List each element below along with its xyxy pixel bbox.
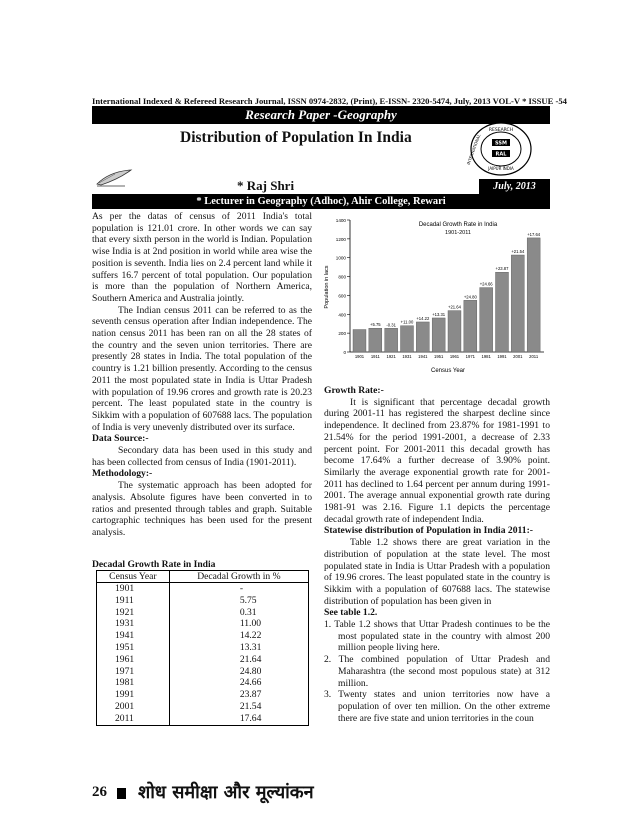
table-cell-year: 1961	[97, 654, 170, 666]
growth-table	[96, 570, 309, 726]
journal-seal-logo	[455, 122, 543, 177]
decadal-growth-chart	[318, 212, 550, 380]
chart-x-tick-label: 1971	[465, 354, 475, 359]
data-source-heading: Data Source:-	[92, 433, 149, 445]
table-cell-year: 1991	[97, 689, 170, 701]
chart-y-tick-label: 400	[338, 312, 346, 318]
table-row	[97, 666, 309, 678]
right-column	[324, 385, 550, 724]
chart-data-label: +24.66	[479, 281, 493, 287]
seal-top-text: RESEARCH	[488, 128, 514, 133]
seal-bottom-text: JAIPUR INDIA	[488, 166, 514, 171]
list-item: 2. The combined population of Uttar Pradesh and Maharashtra (the second most populous state) at 312 million.	[324, 654, 550, 689]
footer-square-marker	[117, 788, 126, 799]
table-header-year: Census Year	[97, 571, 170, 583]
table-cell-growth: 24.66	[169, 677, 308, 689]
growth-rate-paragraph: It is significant that percentage decadal growth during 2001-11 has registered the sharpest decline since independence. It declined from 23.87% for 1981-1991 to 21.54% for the period 1991-2001, a decrease of 2.33 percent point. For 2001-2011 this decadal growth has become 17.64% a further decrease of 3.90% point. Similarly the average exponential growth rate for 2001-2011 has declined to 1.64 percent per annum during 1991-2001. The average annual exponential growth rate during 1981-91 was 2.16. Figure 1.1 depicts the percentage decadal growth rate of independent India.	[324, 396, 550, 525]
table-row	[97, 630, 309, 642]
chart-x-tick-label: 1901	[354, 354, 365, 359]
chart-bar	[416, 322, 429, 352]
list-item: 1. Table 1.2 shows that Uttar Pradesh continues to be the most populated state in the country with almost 200 million people living here.	[324, 619, 550, 654]
chart-data-label: +13.31	[432, 311, 446, 317]
table-cell-growth: 23.87	[169, 689, 308, 701]
methodology-paragraph: The systematic approach has been adopted for analysis. Absolute figures have been converted in to ratios and presented through tables and graph. Suitable cartographic techniques has been used for the present analysis.	[92, 480, 312, 538]
table-cell-year: 1931	[97, 618, 170, 630]
chart-y-tick-label: 1200	[335, 236, 346, 242]
chart-bar	[480, 288, 493, 352]
table-cell-growth: 5.75	[169, 595, 308, 607]
chart-data-label: +21.54	[511, 249, 525, 255]
table-cell-year: 1951	[97, 642, 170, 654]
table-row	[97, 618, 309, 630]
chart-data-label: +14.22	[416, 315, 430, 321]
chart-y-tick-label: 1400	[335, 218, 346, 223]
table-cell-year: 1971	[97, 666, 170, 678]
chart-bar	[464, 300, 477, 352]
seal-left-text: INTERNATIONAL	[465, 133, 482, 166]
table-cell-year: 2001	[97, 701, 170, 713]
table-header-growth: Decadal Growth in %	[169, 571, 308, 583]
chart-data-label: -0.31	[386, 322, 396, 328]
chart-x-tick-label: 1981	[481, 354, 491, 359]
methodology-heading: Methodology:-	[92, 468, 153, 480]
statewise-heading: Statewise distribution of Population in India 2011:-	[324, 525, 533, 537]
chart-x-tick-label: 1911	[370, 354, 380, 359]
chart-bar	[496, 272, 509, 352]
chart-x-tick-label: 1951	[433, 354, 444, 359]
table-cell-year: 1941	[97, 630, 170, 642]
see-table-note: See table 1.2.	[324, 607, 378, 619]
table-cell-growth: 0.31	[169, 607, 308, 619]
table-cell-growth: 21.54	[169, 701, 308, 713]
chart-x-tick-label: 1921	[386, 354, 396, 359]
data-source-paragraph: Secondary data has been used in this study and has been collected from census of India (1901-2011).	[92, 445, 312, 468]
table-row	[97, 607, 309, 619]
chart-x-tick-label: 1961	[449, 354, 460, 359]
chart-bar	[385, 328, 398, 352]
seal-mid-text: RAL	[495, 151, 507, 158]
table-cell-growth: 17.64	[169, 713, 308, 725]
table-row	[97, 677, 309, 689]
table-cell-growth: 24.80	[169, 666, 308, 678]
statewise-paragraph: Table 1.2 shows there are great variation in the distribution of population at the state level. The most populated state in India is Uttar Pradesh with a population of 19.96 crores. The least populated state in the country is Sikkim with a population of 607688 lacs. The statewise distribution of population has been given in	[324, 537, 550, 607]
chart-bar	[369, 328, 382, 352]
chart-bar	[511, 255, 524, 352]
table-cell-growth: -	[169, 583, 308, 595]
table-title: Decadal Growth Rate in India	[92, 559, 216, 570]
chart-bar	[448, 311, 461, 352]
list-item: 3. Twenty states and union territories now have a population of over ten million. On the other extreme there are five state and union territories in the coun	[324, 689, 550, 724]
table-cell-year: 1981	[97, 677, 170, 689]
table-row	[97, 595, 309, 607]
table-cell-year: 1921	[97, 607, 170, 619]
chart-bar	[527, 238, 540, 352]
chart-y-tick-label: 1000	[335, 255, 346, 261]
chart-data-label: +11.00	[400, 319, 414, 325]
date-badge: July, 2013	[479, 179, 550, 194]
chart-y-tick-label: 200	[338, 331, 346, 337]
chart-bar	[401, 326, 414, 352]
table-row	[97, 654, 309, 666]
journal-name-hindi: शोध समीक्षा और मूल्यांकन	[138, 782, 314, 803]
affiliation-banner: * Lecturer in Geography (Adhoc), Ahir College, Rewari	[92, 194, 550, 209]
chart-y-tick-label: 0	[343, 350, 346, 355]
table-row	[97, 713, 309, 725]
chart-data-label: +24.80	[463, 294, 477, 300]
table-row	[97, 701, 309, 713]
chart-y-axis-label: Population in lacs	[324, 265, 330, 309]
chart-x-tick-label: 2001	[513, 354, 523, 359]
left-column	[92, 211, 312, 539]
table-row	[97, 583, 309, 595]
table-row	[97, 642, 309, 654]
table-cell-growth: 13.31	[169, 642, 308, 654]
table-cell-year: 1911	[97, 595, 170, 607]
chart-x-axis-label: Census Year	[430, 368, 466, 374]
chart-x-tick-label: 1991	[497, 354, 507, 359]
paper-title: Distribution of Population In India	[180, 129, 412, 146]
table-cell-growth: 14.22	[169, 630, 308, 642]
table-cell-year: 2011	[97, 713, 170, 725]
census-paragraph: The Indian census 2011 can be referred to as the seventh census operation after Indian independence. The nation census 2011 has been ran on all the 28 states of the country and the seven union territories. There are presently 28 states in India. The total population of the country is 1.21 billion presently. According to the census 2011 the most populated state in India is Uttar Pradesh with population of 19.96 crores and growth rate is 20.23 percent. The least populated state in the country is Sikkim with a population of 607688 lacs. The population of India is very unevenly distributed over its surface.	[92, 304, 312, 433]
table-cell-year: 1901	[97, 583, 170, 595]
chart-y-tick-label: 600	[338, 293, 346, 299]
intro-paragraph: As per the datas of census of 2011 India's total population is 121.01 crore. In other words we can say that every sixth person in the world is Indian. Population wise India is at 2nd position in world while area wise the position is seventh. India lies on 2.4 percent land while it suffers 16.7 percent of total population. Our population is more than the population of Northern America, Southern America and Australia jointly.	[92, 211, 312, 304]
chart-subtitle: 1901-2011	[445, 230, 471, 236]
table-cell-growth: 21.64	[169, 654, 308, 666]
chart-data-label: +23.87	[495, 266, 509, 272]
growth-rate-heading: Growth Rate:-	[324, 385, 384, 396]
chart-x-tick-label: 2011	[529, 354, 539, 359]
seal-center-text: SSM	[495, 140, 507, 147]
chart-title: Decadal Growth Rate in India	[418, 222, 498, 228]
chart-data-label: +5.75	[370, 322, 381, 328]
chart-data-label: +17.64	[527, 231, 541, 237]
page-number: 26	[92, 784, 107, 800]
journal-line: International Indexed & Refereed Research Journal, ISSN 0974-2832, (Print), E-ISSN- 2320-5474, July, 2013 VOL-V * ISSUE -54	[92, 96, 567, 106]
section-banner: Research Paper -Geography	[92, 106, 550, 124]
chart-x-tick-label: 1931	[402, 354, 412, 359]
chart-data-label: +21.64	[448, 304, 461, 310]
table-row	[97, 689, 309, 701]
quill-pen-icon	[95, 168, 133, 188]
chart-bar	[432, 318, 445, 352]
chart-x-tick-label: 1941	[418, 354, 428, 359]
chart-y-tick-label: 800	[338, 274, 346, 280]
chart-bar	[353, 330, 366, 352]
table-cell-growth: 11.00	[169, 618, 308, 630]
author-name: * Raj Shri	[237, 178, 295, 193]
